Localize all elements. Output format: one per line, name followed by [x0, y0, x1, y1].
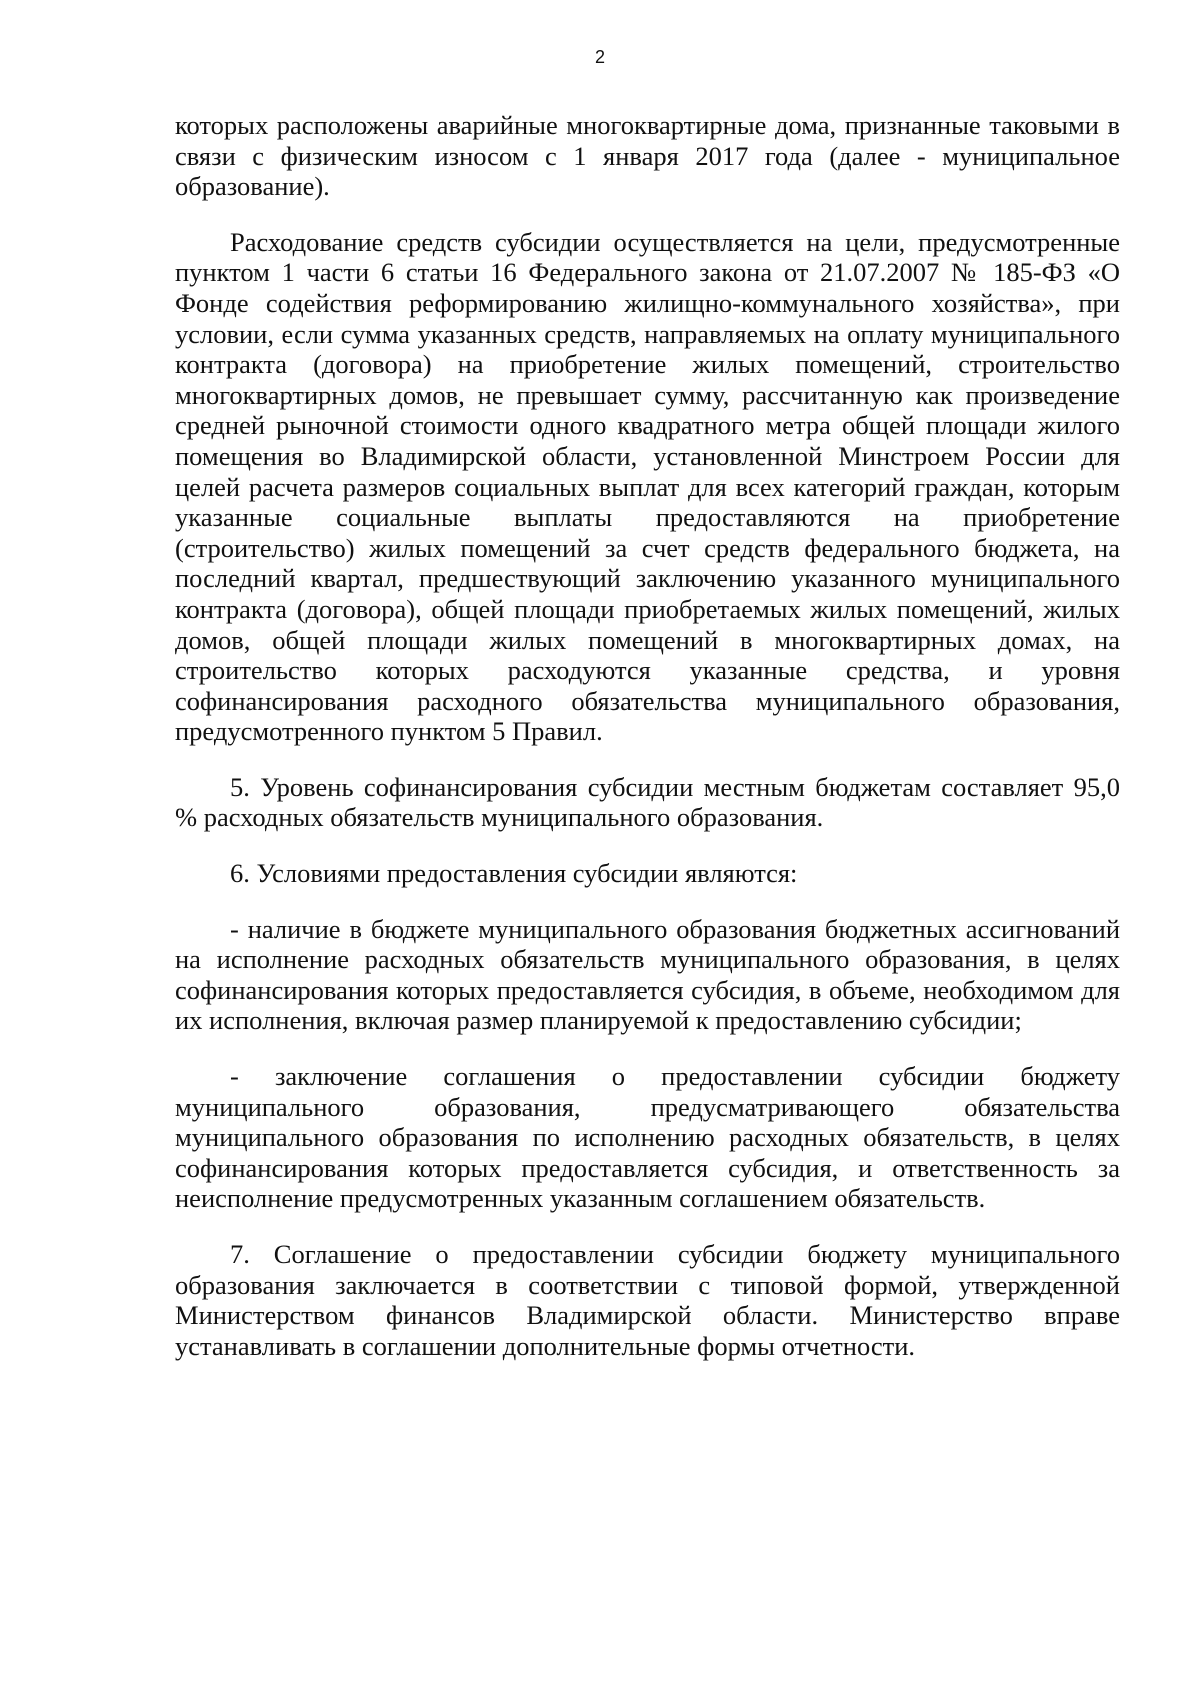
paragraph-item-6: 6. Условиями предоставления субсидии являются:	[230, 858, 798, 889]
paragraph-continuation: которых расположены аварийные многоквартирные дома, признанные таковыми в связи с физическим износом с 1 января 2017 года (далее - муниципальное образование).	[175, 110, 1120, 202]
paragraph-subsidy-spending: Расходование средств субсидии осуществляется на цели, предусмотренные пунктом 1 части 6 статьи 16 Федерального закона от 21.07.2007 № 185-ФЗ «О Фонде содействия реформированию жилищно-коммунального хозяйства», при условии, если сумма указанных средств, направляемых на оплату муниципального контракта (договора) на приобретение жилых помещений, строительство многоквартирных домов, не превышает сумму, рассчитанную как произведение средней рыночной стоимости одного квадратного метра общей площади жилого помещения во Владимирской области, установленной Минстроем России для целей расчета размеров социальных выплат для всех категорий граждан, которым указанные социальные выплаты предоставляются на приобретение (строительство) жилых помещений за счет средств федерального бюджета, на последний квартал, предшествующий заключению указанного муниципального контракта (договора), общей площади приобретаемых жилых помещений, жилых домов, общей площади жилых помещений в многоквартирных домах, на строительство которых расходуются указанные средства, и уровня софинансирования расходного обязательства муниципального образования, предусмотренного пунктом 5 Правил.	[175, 226, 1120, 747]
paragraph-item-7: 7. Соглашение о предоставлении субсидии бюджету муниципального образования заключается в соответствии с типовой формой, утвержденной Министерством финансов Владимирской области. Министерство вправе устанавливать в соглашении дополнительные формы отчетности.	[175, 1239, 1120, 1361]
paragraph-condition-agreement: - заключение соглашения о предоставлении субсидии бюджету муниципального образования, предусматривающего обязательства муниципального образования по исполнению расходных обязательств, в целях софинансирования которых предоставляется субсидия, и ответственность за неисполнение предусмотренных указанным соглашением обязательств.	[175, 1061, 1120, 1214]
paragraph-item-5: 5. Уровень софинансирования субсидии местным бюджетам составляет 95,0 % расходных обязательств муниципального образования.	[175, 771, 1120, 833]
document-body	[175, 110, 1120, 1386]
paragraph-condition-budget: - наличие в бюджете муниципального образования бюджетных ассигнований на исполнение расходных обязательств муниципального образования, в целях софинансирования которых предоставляется субсидия, в объеме, необходимом для их исполнения, включая размер планируемой к предоставлению субсидии;	[175, 913, 1120, 1036]
page-number: 2	[594, 47, 605, 67]
